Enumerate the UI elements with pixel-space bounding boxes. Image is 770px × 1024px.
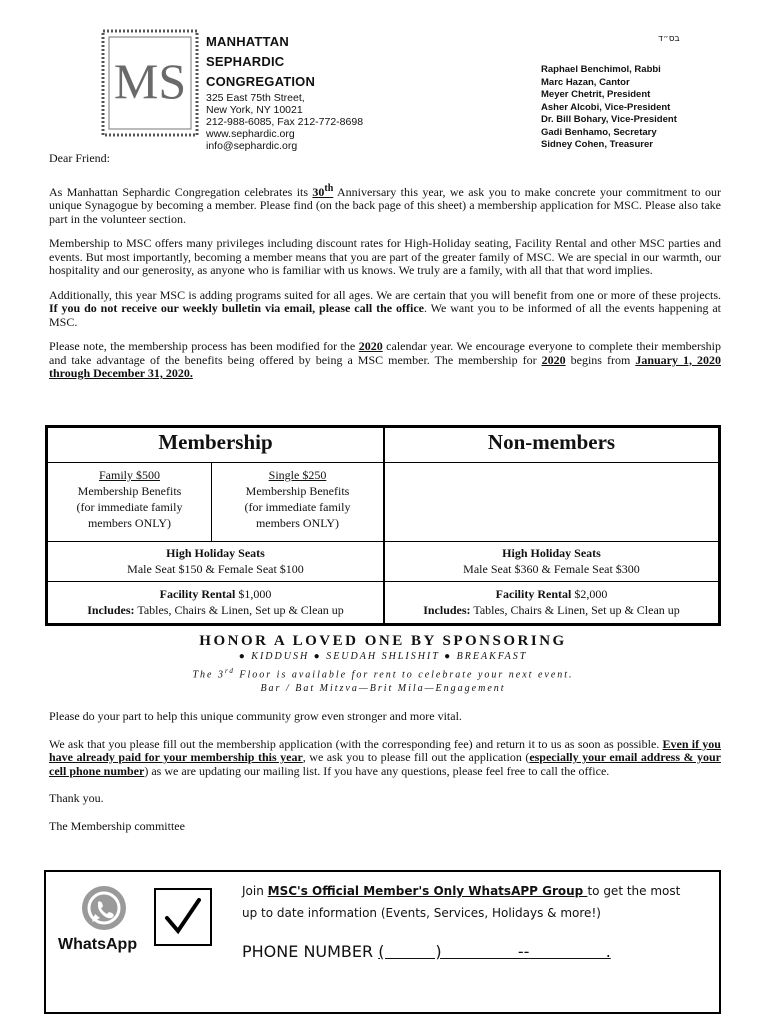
text: rd — [224, 667, 235, 675]
closing-body — [49, 710, 721, 847]
hh-title: High Holiday Seats — [166, 546, 265, 560]
divider — [48, 541, 718, 542]
text: The 3 — [192, 669, 225, 681]
letter-body — [49, 152, 721, 392]
family-desc: (for immediate family — [76, 500, 183, 514]
org-block — [206, 32, 363, 152]
text: 30 — [312, 184, 325, 199]
emphasis: Even if you have already paid for your membership this year — [49, 736, 721, 764]
honor-section — [45, 633, 721, 696]
officer: Gadi Benhamo, Secretary — [541, 126, 657, 138]
paragraph-grow: Please do your part to help this unique community grow even stronger and more vital. — [49, 709, 462, 723]
membership-dates: January 1, 2020 through December 31, 2020. — [49, 352, 722, 380]
whatsapp-join-text — [242, 880, 682, 924]
bulletin-note: If you do not receive our weekly bulletin via email, please call the office — [49, 301, 424, 315]
year: 2020 — [358, 339, 383, 353]
whatsapp-icon — [82, 886, 126, 930]
honor-events: Bar / Bat Mitzva—Brit Mila—Engagement — [260, 683, 506, 695]
fr-member-price: $1,000 — [235, 587, 272, 601]
hh-member-cell — [48, 545, 383, 577]
single-title: Single $250 — [268, 468, 327, 482]
family-title: Family $500 — [98, 468, 160, 482]
salutation: Dear Friend: — [49, 151, 110, 165]
text: Additionally, this year MSC is adding programs suited for all ages. We are certain that you will benefit from one or more of these projects. — [49, 287, 721, 302]
honor-title: HONOR A LOVED ONE BY SPONSORING — [199, 633, 567, 649]
logo — [100, 28, 200, 138]
emphasis: especially your email address & your cell phone number — [49, 750, 721, 778]
divider — [48, 581, 718, 582]
includes-text: Tables, Chairs & Linen, Set up & Clean up — [134, 603, 344, 617]
officers-list — [541, 64, 677, 152]
single-desc: members ONLY) — [255, 516, 340, 530]
join-checkbox[interactable] — [154, 888, 212, 946]
officer: Marc Hazan, Cantor — [541, 76, 630, 88]
org-name-line2: SEPHARDIC — [206, 54, 285, 69]
thanks: Thank you. — [49, 791, 104, 805]
family-desc: Membership Benefits — [77, 484, 182, 498]
family-desc: members ONLY) — [87, 516, 172, 530]
paragraph-privileges: Membership to MSC offers many privileges including discount rates for High-Holiday seating, Facility Rental and other MSC parties and events. But most importantly, becoming a member means that you are part of the greater family of MSC. We are special in our warmth, our hospitality and our generosity, as anyone who is familiar with us knows. We truly are a family, with all that that word implies. — [49, 236, 721, 277]
membership-heading: Membership — [158, 430, 273, 454]
fr-title: Facility Rental — [495, 587, 572, 601]
text: , we ask you to please fill out the application ( — [302, 750, 530, 764]
fr-member-cell — [48, 586, 383, 618]
paragraph-application — [49, 738, 721, 779]
hh-member-price: Male Seat $150 & Female Seat $100 — [127, 562, 304, 576]
honor-rental — [45, 664, 721, 682]
logo-monogram: MS — [113, 53, 187, 109]
single-desc: (for immediate family — [244, 500, 351, 514]
text: th — [324, 182, 334, 194]
group-name: MSC's Official Member's Only WhatsAPP Group — [267, 884, 588, 898]
single-desc: Membership Benefits — [245, 484, 350, 498]
address-line1: 325 East 75th Street, — [206, 92, 305, 104]
fr-nonmember-cell — [385, 586, 718, 618]
single-cell — [212, 467, 383, 531]
officer: Dr. Bill Bohary, Vice-President — [541, 114, 677, 125]
hh-title: High Holiday Seats — [502, 546, 601, 560]
text: Anniversary this year, we ask you to make concrete your commitment to our unique Synagogue by becoming a member. Please find (on the back page of this sheet) a membership application for MSC. Please also take part in the volunteer section. — [49, 184, 721, 226]
includes-label: Includes: — [423, 603, 471, 617]
website: www.sephardic.org — [206, 128, 295, 140]
membership-table — [45, 425, 721, 626]
officer: Sidney Cohen, Treasurer — [541, 139, 653, 150]
includes-label: Includes: — [87, 603, 135, 617]
fr-title: Facility Rental — [159, 587, 236, 601]
text: We ask that you please fill out the membership application (with the corresponding fee) and return it to us as soon as possible. — [49, 736, 663, 751]
text: to get the most up to date information (Events, Services, Holidays & more!) — [242, 884, 681, 920]
text: Floor is available for rent to celebrate your next event. — [234, 669, 574, 681]
honor-sponsorships: ● KIDDUSH ● SEUDAH SHLISHIT ● BREAKFAST — [238, 651, 528, 662]
phone-area-code-blank[interactable]: ( ) — [378, 942, 442, 961]
paragraph-anniversary — [49, 182, 721, 227]
hh-nonmember-price: Male Seat $360 & Female Seat $300 — [463, 562, 640, 576]
phone-label: PHONE NUMBER — [242, 942, 379, 961]
org-name-line3: CONGREGATION — [206, 74, 316, 89]
hebrew-mark: בס״ד — [658, 34, 680, 44]
hh-nonmember-cell — [385, 545, 718, 577]
nonmember-heading: Non-members — [487, 430, 616, 454]
fr-nonmember-price: $2,000 — [571, 587, 608, 601]
officer: Raphael Benchimol, Rabbi — [541, 64, 661, 75]
officer: Asher Alcobi, Vice-President — [541, 101, 671, 113]
family-cell — [48, 467, 211, 531]
phone-fax: 212-988-6085, Fax 212-772-8698 — [206, 116, 364, 128]
text: Join — [242, 884, 268, 898]
phone-number-field[interactable] — [242, 942, 611, 961]
signature: The Membership committee — [49, 818, 185, 833]
includes-text: Tables, Chairs & Linen, Set up & Clean up — [470, 603, 680, 617]
text: ) as we are updating our mailing list. If you have any questions, please feel free to call the office. — [144, 763, 610, 778]
text: As Manhattan Sephardic Congregation celebrates its — [49, 184, 313, 199]
email: info@sephardic.org — [206, 140, 298, 152]
text: calendar year. We encourage everyone to complete their membership and take advantage of the benefits being offered by being a MSC member. The membership for — [49, 339, 721, 367]
year: 2020 — [541, 352, 566, 367]
officer: Meyer Chetrit, President — [541, 89, 651, 100]
text: Please note, the membership process has been modified for the — [49, 339, 359, 353]
org-name-line1: MANHATTAN — [206, 34, 289, 49]
checkmark-icon — [156, 890, 209, 943]
anniversary-number — [312, 182, 334, 199]
text: . We want you to be informed of all the events happening at MSC. — [49, 301, 721, 329]
paragraph-process — [49, 340, 721, 381]
divider — [48, 462, 718, 463]
phone-number-blank[interactable]: -- . — [441, 942, 611, 961]
whatsapp-label: WhatsApp — [58, 936, 138, 953]
paragraph-programs — [49, 289, 721, 330]
text: begins from — [565, 352, 636, 367]
address-line2: New York, NY 10021 — [206, 104, 303, 116]
